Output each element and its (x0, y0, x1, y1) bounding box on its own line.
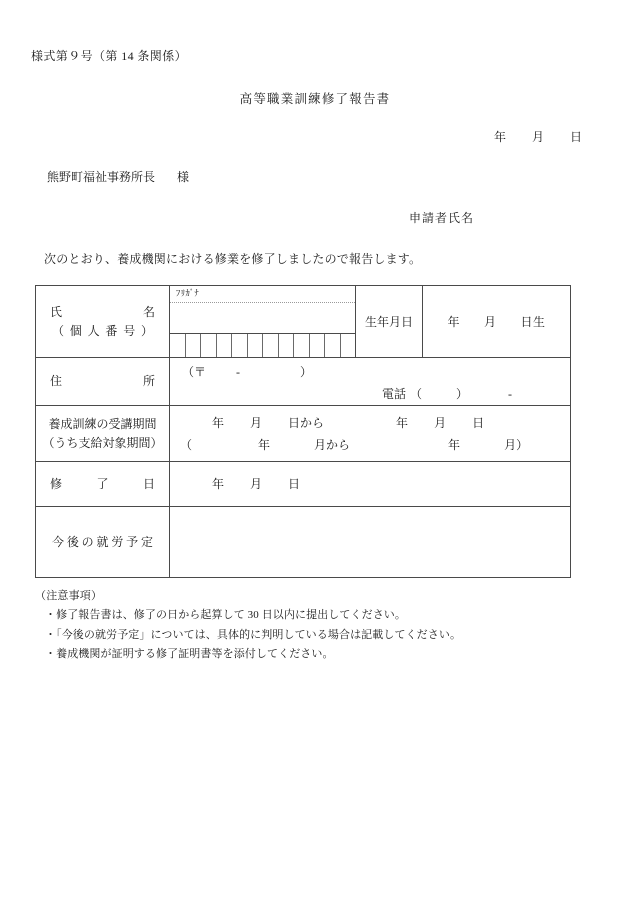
form-number: 様式第９号（第 14 条関係） (31, 49, 188, 63)
notes-section (35, 587, 461, 664)
name-row-label (36, 286, 170, 358)
subsidy-period-line[interactable] (180, 436, 528, 453)
period-start-day-from: 日から (288, 416, 325, 430)
mynumber-box[interactable] (325, 334, 341, 357)
period-end-month: 月 (434, 416, 447, 430)
mynumber-box[interactable] (186, 334, 202, 357)
mynumber-box[interactable] (279, 334, 295, 357)
postal-paren-close: ） (300, 365, 313, 379)
subsidy-end-month-close: 月） (504, 438, 529, 452)
period-end-day: 日 (472, 416, 485, 430)
completion-label-text: 修 了 日 (50, 476, 155, 491)
completion-input-cell[interactable] (170, 462, 571, 507)
list-item: ・養成機関が証明する修了証明書等を添付してください。 (45, 647, 334, 660)
list-item: ・修了報告書は、修了の日から起算して 30 日以内に提出してください。 (45, 609, 406, 622)
subsidy-start-month-from: 月から (314, 438, 351, 452)
subsidy-start-year: 年 (258, 438, 271, 452)
dob-input-cell[interactable] (423, 286, 571, 358)
period-start-month: 月 (250, 416, 263, 430)
postal-symbol: （〒 (182, 365, 207, 379)
notes-list (35, 606, 461, 664)
date-month-label: 月 (531, 130, 544, 144)
document-title: 高等職業訓練修了報告書 (239, 92, 391, 106)
telephone-paren-close: ） (456, 387, 469, 401)
dob-day-label: 日生 (520, 315, 546, 329)
address-input-cell[interactable] (170, 358, 571, 406)
address-row-label (36, 358, 170, 406)
mynumber-box[interactable] (232, 334, 248, 357)
future-employment-row-label (36, 507, 170, 578)
future-employment-input-cell[interactable] (170, 507, 571, 578)
completion-row-label (36, 462, 170, 507)
period-input-cell[interactable] (170, 406, 571, 462)
notes-title: （注意事項） (35, 590, 103, 602)
dob-label: 生年月日 (356, 286, 423, 358)
telephone-field[interactable] (382, 385, 512, 402)
mynumber-label-text: （個人番号） (52, 323, 153, 338)
subsidy-paren-open: （ (180, 438, 193, 452)
completion-date-line[interactable] (212, 475, 300, 492)
completion-year: 年 (212, 477, 225, 491)
table-row-completion-date (36, 462, 571, 507)
period-end-year: 年 (396, 416, 409, 430)
period-start-year: 年 (212, 416, 225, 430)
table-row-training-period (36, 406, 571, 462)
mynumber-box[interactable] (341, 334, 356, 357)
telephone-label: 電話 (382, 387, 407, 401)
name-write-area[interactable] (170, 303, 355, 334)
date-day-label: 日 (569, 130, 582, 144)
submission-date-line (494, 128, 582, 145)
date-year-label: 年 (493, 130, 506, 144)
postal-dash: - (236, 365, 241, 379)
table-row-address (36, 358, 571, 406)
table-row-name (36, 286, 571, 358)
telephone-paren-open: （ (410, 387, 423, 401)
period-main-line[interactable] (212, 414, 484, 431)
name-input-cell[interactable] (170, 286, 356, 358)
mynumber-box[interactable] (263, 334, 279, 357)
completion-month: 月 (250, 477, 263, 491)
mynumber-box[interactable] (170, 334, 186, 357)
dob-year-label: 年 (447, 315, 460, 329)
postal-code-field[interactable] (182, 363, 312, 380)
subsidy-end-year: 年 (448, 438, 461, 452)
mynumber-box[interactable] (310, 334, 326, 357)
period-row-label (36, 406, 170, 462)
furigana-label: ﾌﾘｶﾞﾅ (170, 286, 355, 303)
mynumber-box[interactable] (294, 334, 310, 357)
subsidy-period-label-text: （うち支給対象期間） (42, 435, 163, 450)
future-employment-label-text: 今後の就労予定 (52, 534, 153, 549)
completion-day: 日 (288, 477, 301, 491)
list-item: ・「今後の就労予定」については、具体的に判明している場合は記載してください。 (45, 628, 462, 641)
period-label-text: 養成訓練の受講期間 (48, 416, 157, 431)
telephone-dash: - (508, 387, 513, 401)
mynumber-box[interactable] (248, 334, 264, 357)
name-label-text: 氏 名 (50, 304, 155, 319)
addressee-honorific: 様 (177, 170, 190, 184)
report-form-table (35, 285, 571, 578)
mynumber-box[interactable] (201, 334, 217, 357)
dob-month-label: 月 (483, 315, 497, 329)
intro-sentence: 次のとおり、養成機関における修業を修了しましたので報告します。 (44, 252, 422, 266)
addressee-name: 熊野町福祉事務所長 (47, 170, 156, 184)
address-label-text: 住 所 (50, 374, 155, 389)
mynumber-box[interactable] (217, 334, 233, 357)
table-row-future-employment (36, 507, 571, 578)
addressee-line (47, 168, 189, 185)
applicant-name-label: 申請者氏名 (408, 211, 474, 225)
mynumber-boxes[interactable] (170, 334, 355, 357)
